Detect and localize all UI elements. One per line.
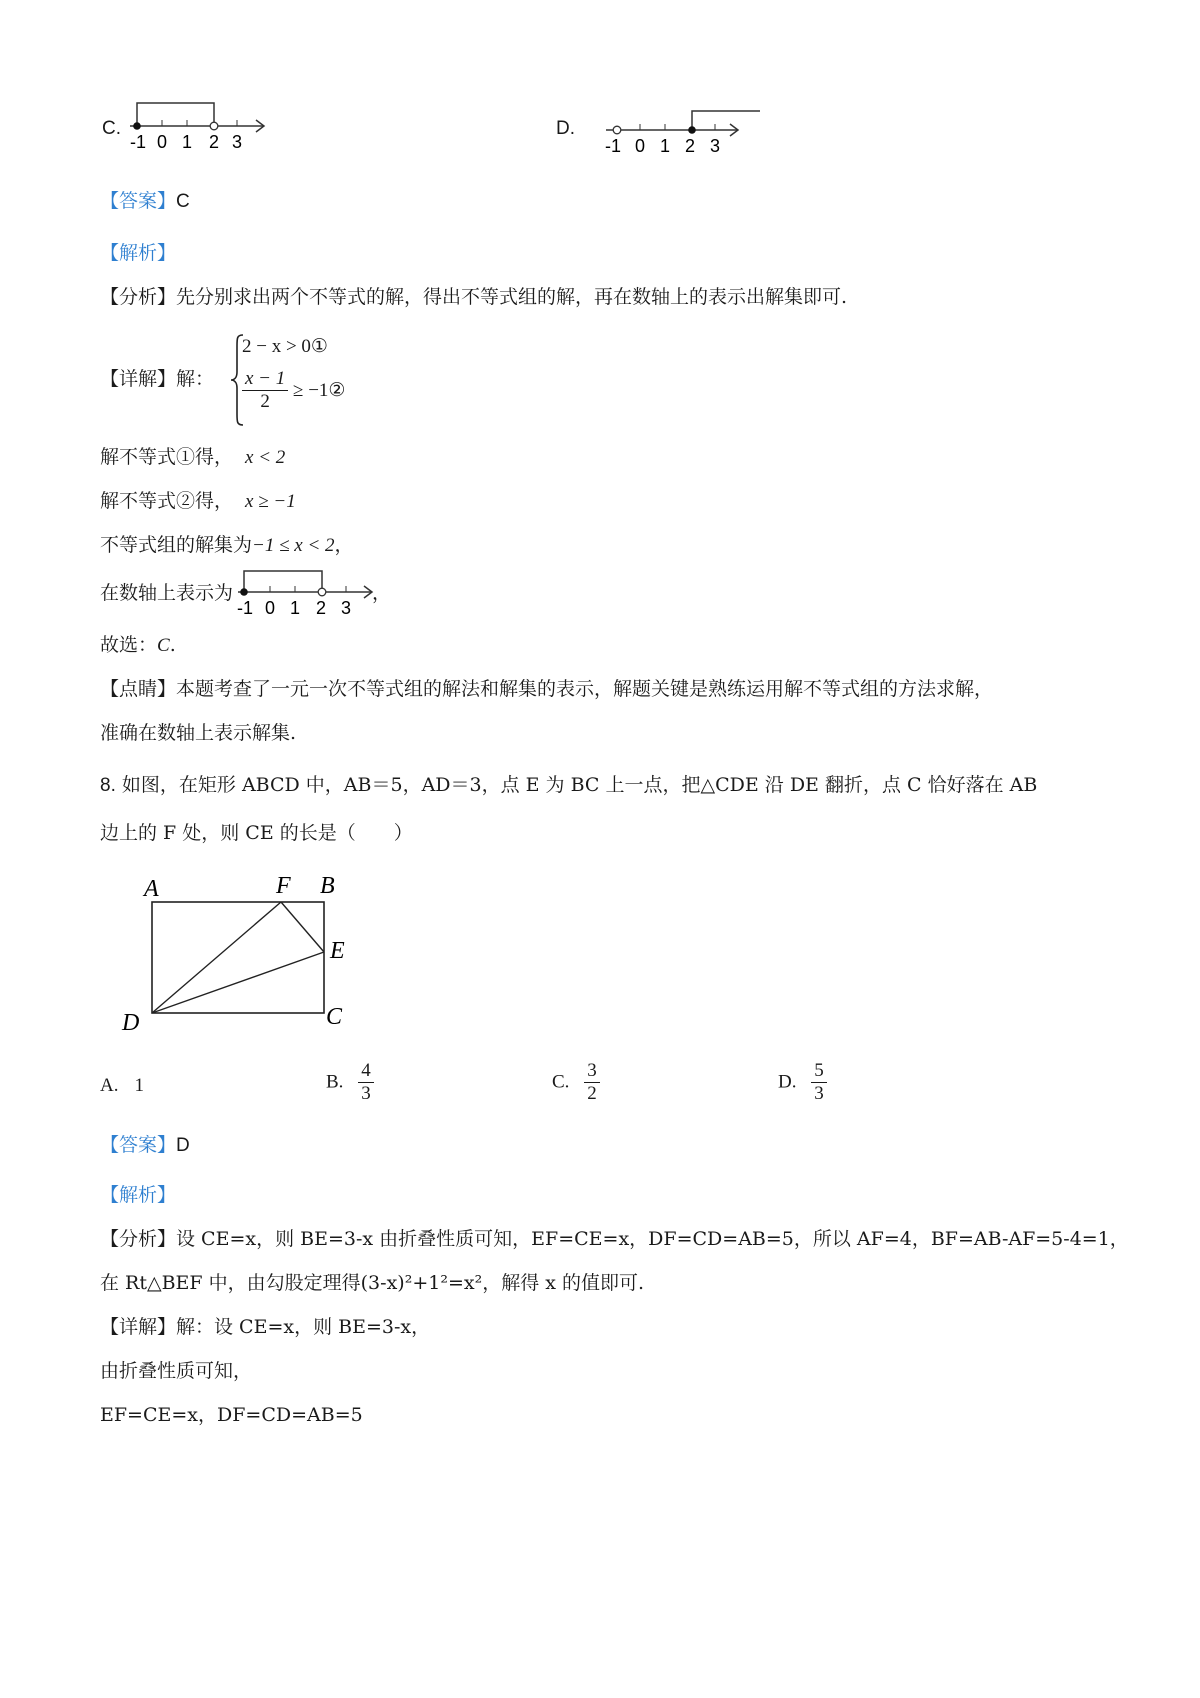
q7-analysis-tag: 【解析】 bbox=[100, 242, 177, 264]
q8-xiangjie-line1: 【详解】解：设 CE=x，则 BE=3-x， bbox=[100, 1316, 431, 1338]
fenxi-text: 先分别求出两个不等式的解，得出不等式组的解，再在数轴上的表示出解集即可. bbox=[176, 286, 848, 308]
q8-stem-line1: 8. 如图，在矩形 ABCD 中，AB＝5，AD＝3，点 E 为 BC 上一点，把△CDE 沿 DE 翻折，点 C 恰好落在 AB bbox=[100, 774, 1038, 796]
vertex-label: B bbox=[320, 873, 335, 899]
vertex-label: E bbox=[330, 938, 345, 964]
answer-value: C bbox=[176, 191, 190, 212]
q7-step3: 不等式组的解集为−1 ≤ x < 2， bbox=[100, 534, 354, 556]
system-line-2: $\frac{x - 1}{2}$ ≥ −1② bbox=[242, 368, 345, 413]
option-d-label: D. bbox=[556, 118, 575, 139]
q8-option-b[interactable]: B. $\frac{4}{3}$ bbox=[326, 1060, 374, 1105]
q7-xiangjie-lead: 【详解】解： bbox=[100, 368, 215, 390]
q7-dianjing-2: 准确在数轴上表示解集. bbox=[100, 722, 297, 744]
vertex-label: A bbox=[144, 876, 159, 902]
system-line-1: 2 − x > 0① bbox=[242, 336, 328, 357]
q8-option-a[interactable]: A. 1 bbox=[100, 1075, 144, 1096]
fenxi-tag: 【分析】 bbox=[100, 286, 177, 308]
option-d-numberline bbox=[600, 104, 765, 162]
tick-label: 2 bbox=[685, 136, 696, 156]
q8-option-d[interactable]: D. $\frac{5}{3}$ bbox=[778, 1060, 827, 1105]
q7-dianjing-1: 【点睛】本题考查了一元一次不等式组的解法和解集的表示，解题关键是熟练运用解不等式组的方法求解， bbox=[100, 678, 994, 700]
rectangle-figure bbox=[110, 868, 370, 1038]
tick-label: -1 bbox=[237, 598, 254, 618]
q8-answer-line: 【答案】D bbox=[100, 1134, 190, 1156]
tick-label: 2 bbox=[209, 132, 220, 152]
q8-fenxi-line1: 【分析】设 CE=x，则 BE=3-x 由折叠性质可知，EF=CE=x，DF=CD=AB=5，所以 AF=4，BF=AB-AF=5-4=1， bbox=[100, 1228, 1129, 1250]
option-c-label: C. bbox=[102, 118, 121, 139]
tick-label: 3 bbox=[341, 598, 352, 618]
q7-step4: 在数轴上表示为 bbox=[100, 582, 234, 604]
tick-label: 3 bbox=[710, 136, 721, 156]
q7-answer-line bbox=[100, 188, 190, 215]
tick-label: 0 bbox=[635, 136, 646, 156]
q7-step1: 解不等式①得， x < 2 bbox=[100, 446, 286, 468]
answer-tag: 【答案】 bbox=[100, 190, 177, 212]
tick-label: 1 bbox=[290, 598, 301, 618]
q8-eq-line: EF=CE=x，DF=CD=AB=5 bbox=[100, 1404, 363, 1426]
q7-step4-tail: ， bbox=[372, 582, 392, 604]
q8-analysis-tag: 【解析】 bbox=[100, 1184, 177, 1206]
q8-option-c[interactable]: C. $\frac{3}{2}$ bbox=[552, 1060, 600, 1105]
tick-label: 3 bbox=[232, 132, 243, 152]
tick-label: 2 bbox=[316, 598, 327, 618]
q7-step5: 故选：C. bbox=[100, 634, 176, 656]
tick-label: 0 bbox=[157, 132, 168, 152]
tick-label: 1 bbox=[660, 136, 671, 156]
tick-label: 1 bbox=[182, 132, 193, 152]
tick-label: -1 bbox=[130, 132, 147, 152]
q8-fenxi-line2: 在 Rt△BEF 中，由勾股定理得(3-x)²+1²=x²，解得 x 的值即可. bbox=[100, 1272, 645, 1294]
option-c-numberline bbox=[124, 96, 274, 158]
vertex-label: F bbox=[276, 873, 291, 899]
q8-stem-line2: 边上的 F 处，则 CE 的长是（ ） bbox=[100, 822, 413, 844]
tick-label: 0 bbox=[265, 598, 276, 618]
tick-label: -1 bbox=[605, 136, 622, 156]
vertex-label: C bbox=[326, 1004, 343, 1030]
q8-fold-line: 由折叠性质可知， bbox=[100, 1360, 253, 1382]
vertex-label: D bbox=[122, 1010, 140, 1036]
q7-fenxi-line bbox=[100, 284, 847, 310]
q7-step2: 解不等式②得， x ≥ −1 bbox=[100, 490, 296, 512]
solution-numberline bbox=[232, 566, 382, 624]
